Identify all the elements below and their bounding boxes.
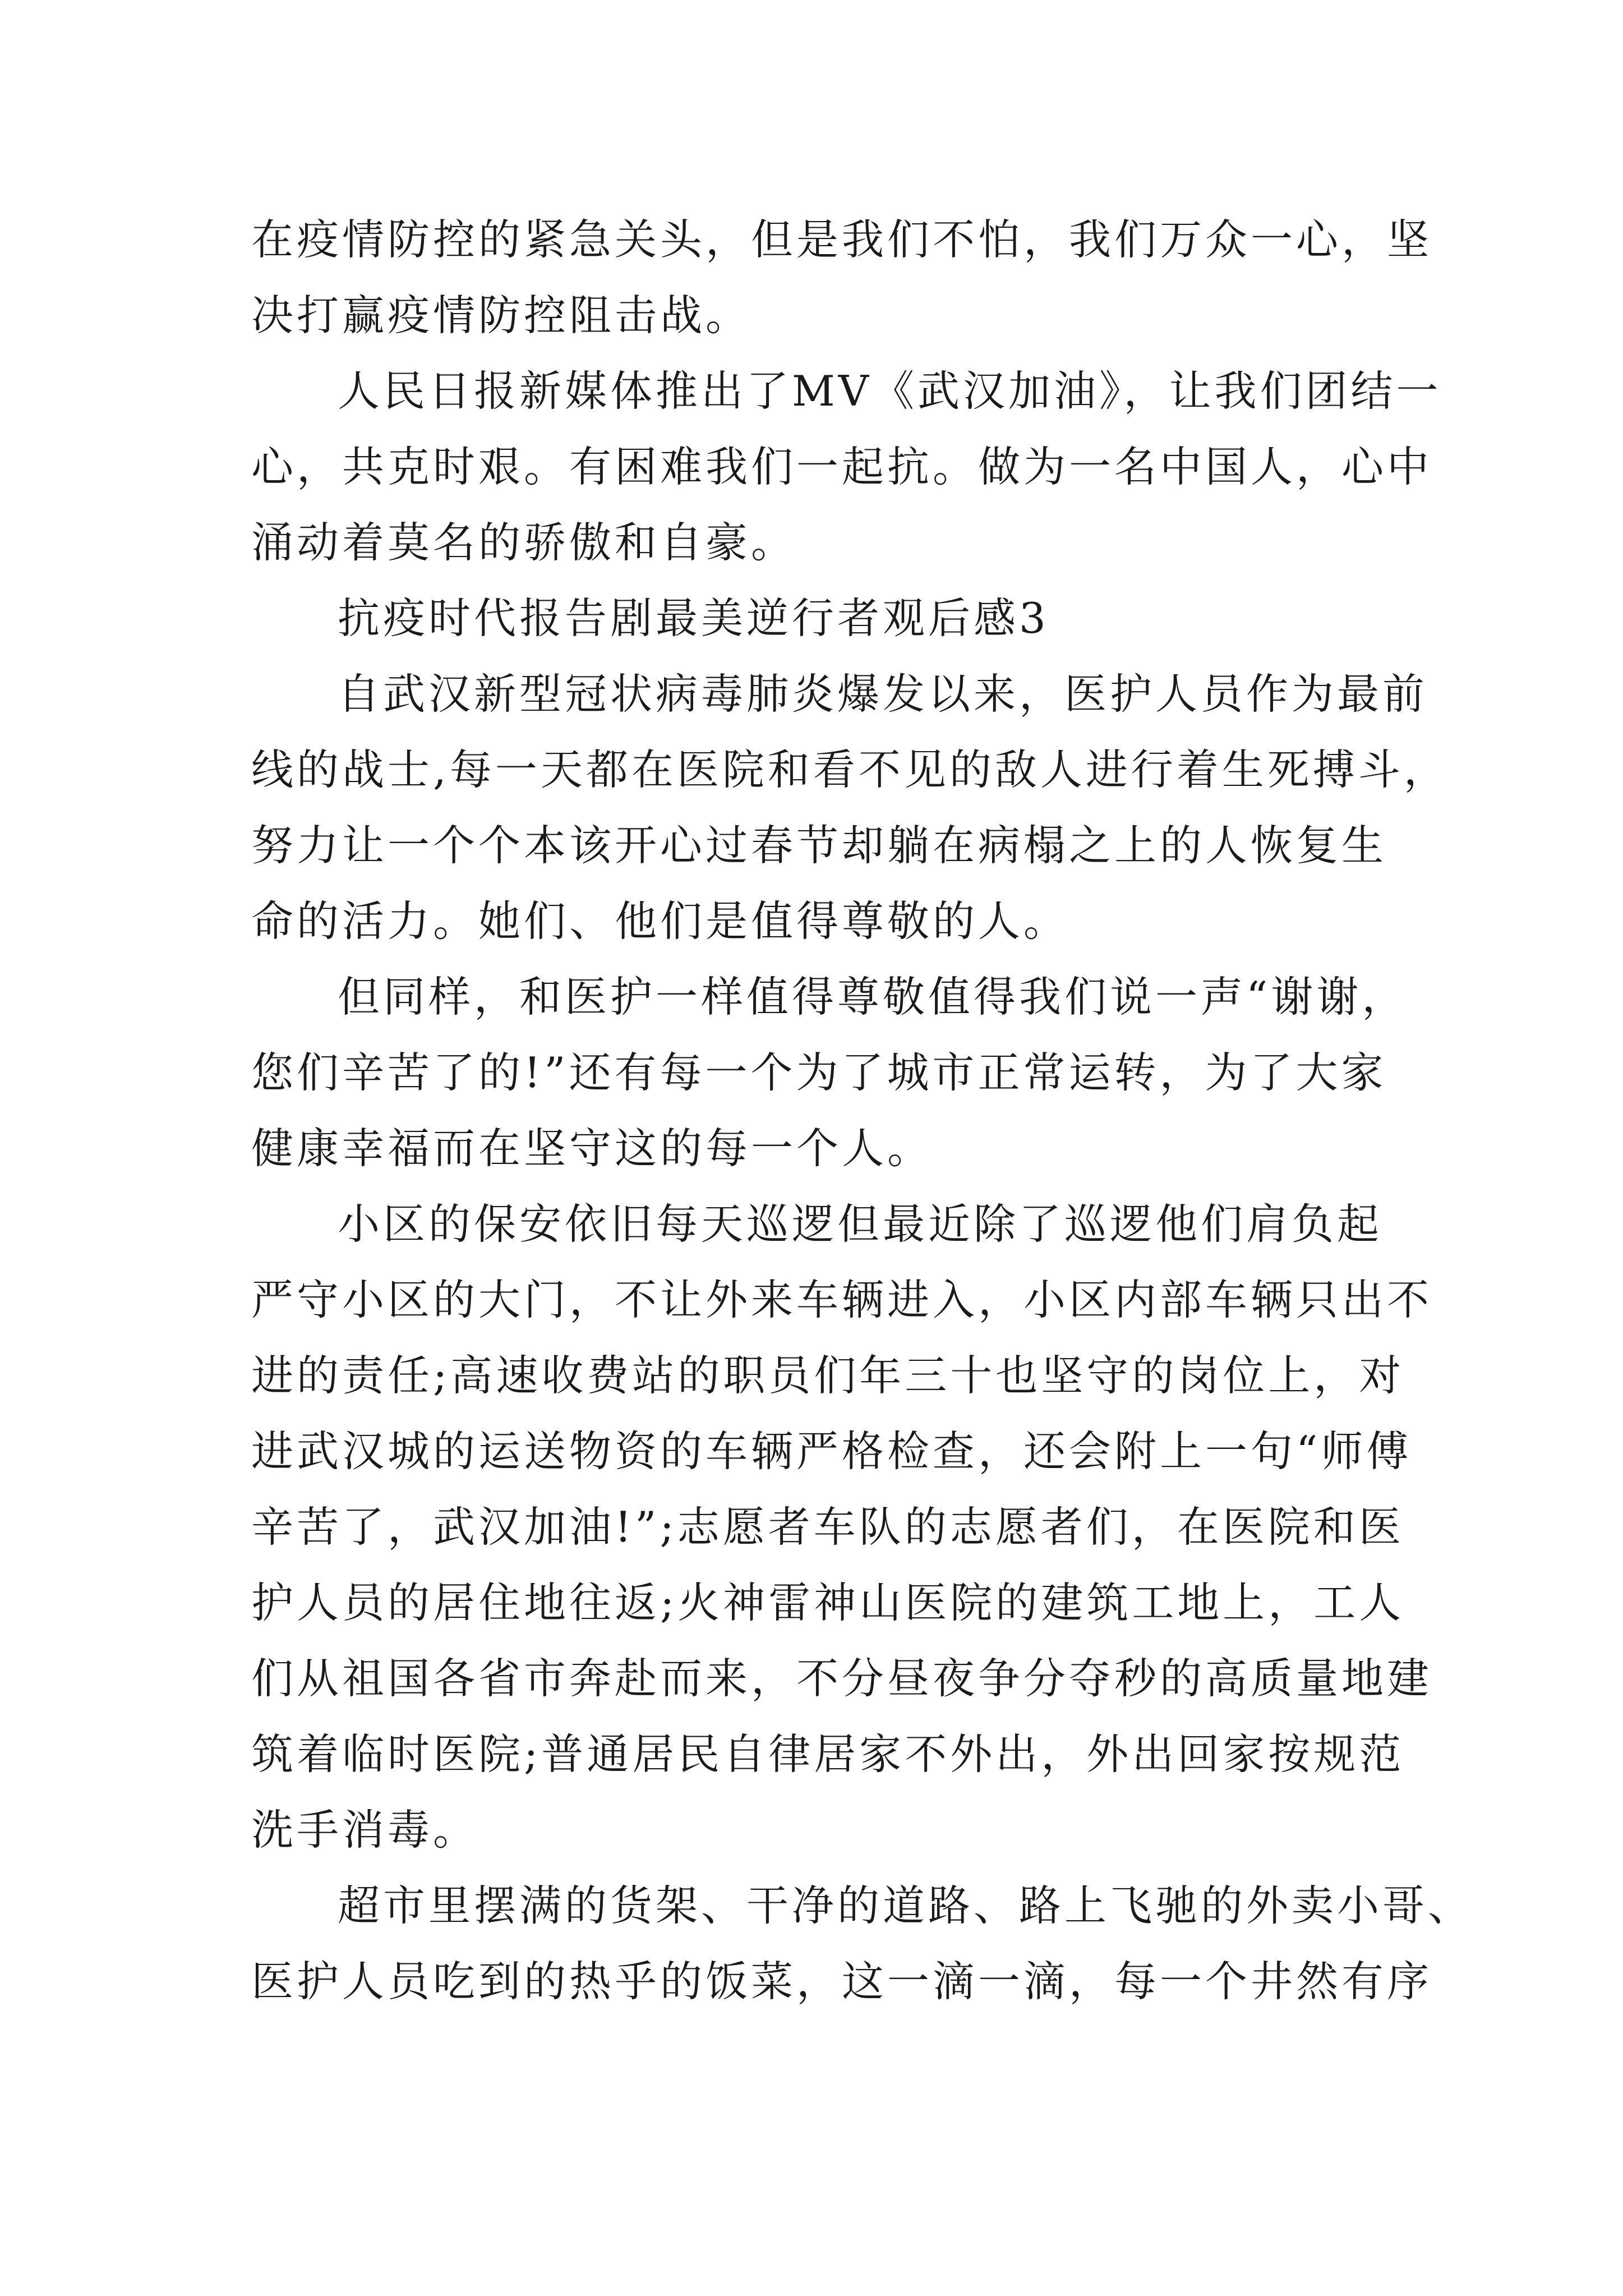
- text-line: 进武汉城的运送物资的车辆严格检查，还会附上一句“师傅: [251, 1427, 1412, 1476]
- paragraph-start-line: 超市里摆满的货架、干净的道路、路上飞驰的外卖小哥、: [338, 1881, 1474, 1930]
- text-line: 在疫情防控的紧急关头，但是我们不怕，我们万众一心，坚: [251, 215, 1433, 264]
- paragraph-start-line: 自武汉新型冠状病毒肺炎爆发以来，医护人员作为最前: [338, 669, 1428, 719]
- paragraph-start-line: 但同样，和医护一样值得尊敬值得我们说一声“谢谢，: [338, 972, 1408, 1022]
- paragraph-start-line: 人民日报新媒体推出了MV《武汉加油》，让我们团结一: [338, 366, 1442, 416]
- text-line: 严守小区的大门，不让外来车辆进入，小区内部车辆只出不: [251, 1275, 1433, 1324]
- document-body: [251, 202, 1474, 2019]
- text-line: 您们辛苦了的!”还有每一个为了城市正常运转，为了大家: [251, 1048, 1387, 1097]
- text-line: 医护人员吃到的热乎的饭菜，这一滴一滴，每一个井然有序: [251, 1957, 1433, 2006]
- section-heading: 抗疫时代报告剧最美逆行者观后感3: [338, 593, 1049, 643]
- text-line: 涌动着莫名的骄傲和自豪。: [251, 518, 797, 567]
- text-line: 心，共克时艰。有困难我们一起抗。做为一名中国人，心中: [251, 442, 1433, 491]
- text-line: 线的战士,每一天都在医院和看不见的敌人进行着生死搏斗，: [251, 745, 1449, 794]
- text-line: 洗手消毒。: [251, 1805, 479, 1855]
- text-line: 决打赢疫情防控阻击战。: [251, 291, 751, 340]
- text-line: 护人员的居住地往返;火神雷神山医院的建筑工地上，工人: [251, 1578, 1405, 1627]
- text-line: 命的活力。她们、他们是值得尊敬的人。: [251, 896, 1069, 946]
- paragraph-start-line: 小区的保安依旧每天巡逻但最近除了巡逻他们肩负起: [338, 1199, 1383, 1249]
- text-line: 努力让一个个本该开心过春节却躺在病榻之上的人恢复生: [251, 821, 1387, 870]
- text-line: 筑着临时医院;普通居民自律居家不外出，外出回家按规范: [251, 1729, 1405, 1779]
- text-line: 进的责任;高速收费站的职员们年三十也坚守的岗位上，对: [251, 1351, 1405, 1400]
- text-line: 们从祖国各省市奔赴而来，不分昼夜争分夺秒的高质量地建: [251, 1654, 1433, 1703]
- text-line: 辛苦了，武汉加油!”;志愿者车队的志愿者们，在医院和医: [251, 1502, 1404, 1552]
- text-line: 健康幸福而在坚守这的每一个人。: [251, 1124, 933, 1173]
